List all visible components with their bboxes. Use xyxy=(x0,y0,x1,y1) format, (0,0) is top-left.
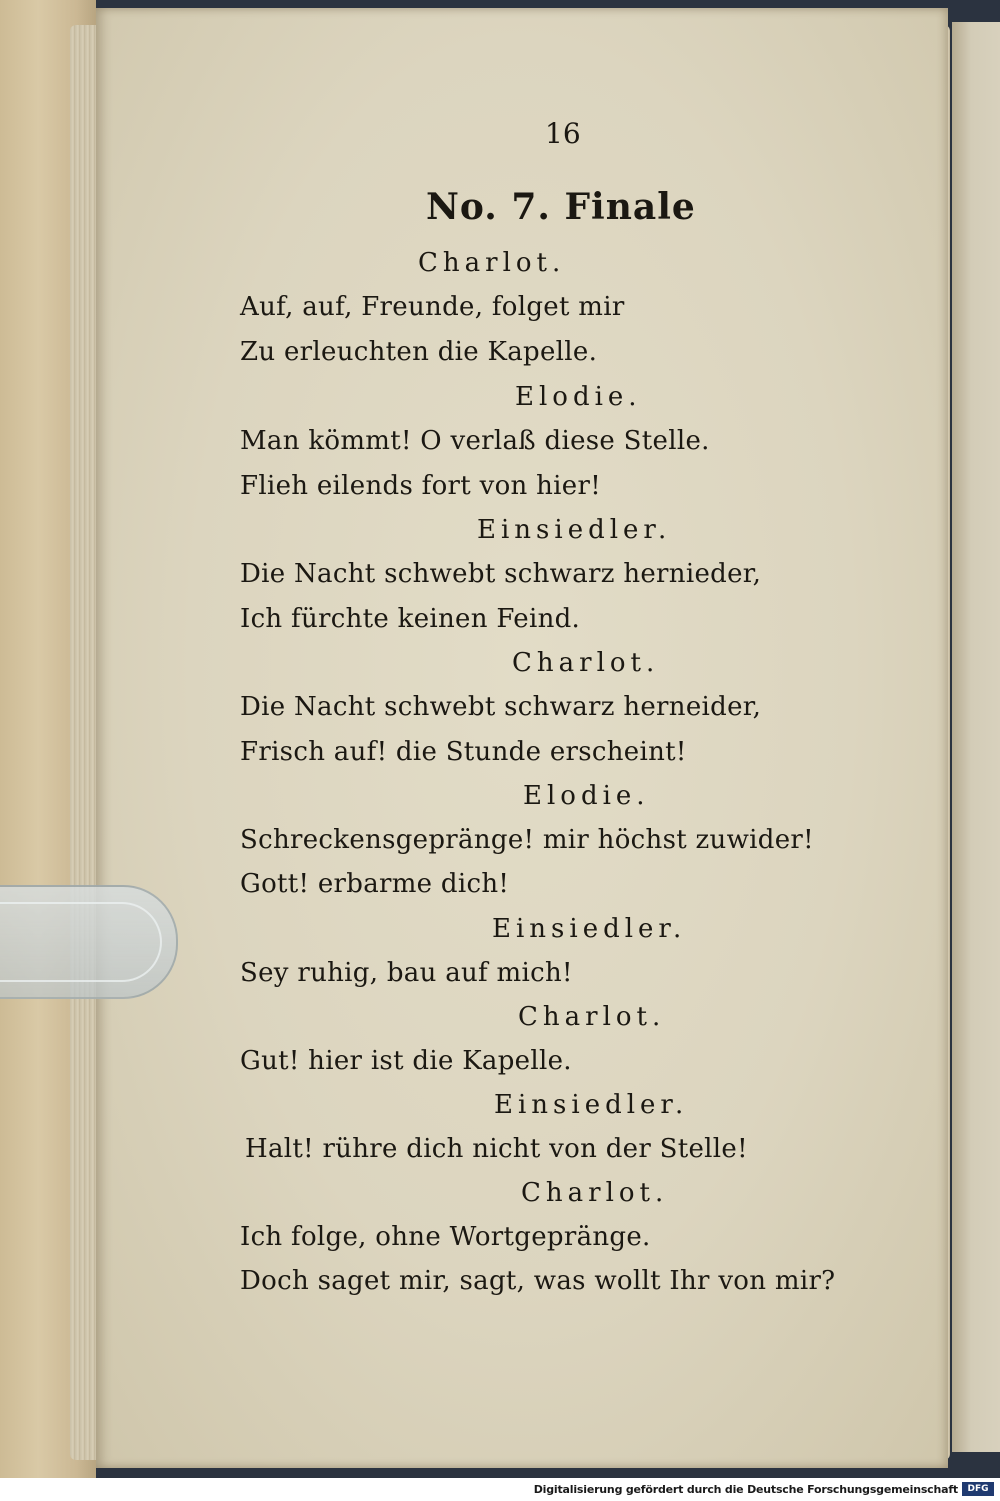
verse-line: Halt! rühre dich nicht von der Stelle! xyxy=(245,1134,748,1164)
speaker-label: Einsiedler. xyxy=(477,515,672,545)
speaker-label: Elodie. xyxy=(523,781,650,811)
verse-line: Die Nacht schwebt schwarz herneider, xyxy=(240,692,762,722)
verse-line: Flieh eilends fort von hier! xyxy=(240,471,601,501)
page-title: No. 7. Finale xyxy=(426,186,696,228)
verse-line: Ich folge, ohne Wortgepränge. xyxy=(240,1222,651,1252)
speaker-label: Charlot. xyxy=(418,248,566,278)
verse-line: Doch saget mir, sagt, was wollt Ihr von mir? xyxy=(240,1266,836,1296)
page-number: 16 xyxy=(545,117,581,150)
verse-line: Schreckensgepränge! mir höchst zuwider! xyxy=(240,825,814,855)
verse-line: Gut! hier ist die Kapelle. xyxy=(240,1046,572,1076)
verse-line: Man kömmt! O verlaß diese Stelle. xyxy=(240,426,710,456)
speaker-label: Einsiedler. xyxy=(494,1090,689,1120)
speaker-label: Charlot. xyxy=(521,1178,669,1208)
speaker-label: Elodie. xyxy=(515,382,642,412)
page-clip-highlight xyxy=(0,902,162,982)
verse-line: Frisch auf! die Stunde erscheint! xyxy=(240,737,687,767)
right-page-edge xyxy=(952,22,1000,1452)
verse-line: Die Nacht schwebt schwarz hernieder, xyxy=(240,559,762,589)
verse-line: Ich fürchte keinen Feind. xyxy=(240,604,581,634)
footer-credit: Digitalisierung gefördert durch die Deutsche Forschungsgemeinschaft xyxy=(533,1483,958,1496)
speaker-label: Charlot. xyxy=(512,648,660,678)
speaker-label: Einsiedler. xyxy=(492,914,687,944)
verse-line: Zu erleuchten die Kapelle. xyxy=(240,337,598,367)
speaker-label: Charlot. xyxy=(518,1002,666,1032)
dfg-logo: DFG xyxy=(962,1482,994,1496)
verse-line: Gott! erbarme dich! xyxy=(240,869,510,899)
verse-line: Auf, auf, Freunde, folget mir xyxy=(240,292,625,322)
verse-line: Sey ruhig, bau auf mich! xyxy=(240,958,573,988)
